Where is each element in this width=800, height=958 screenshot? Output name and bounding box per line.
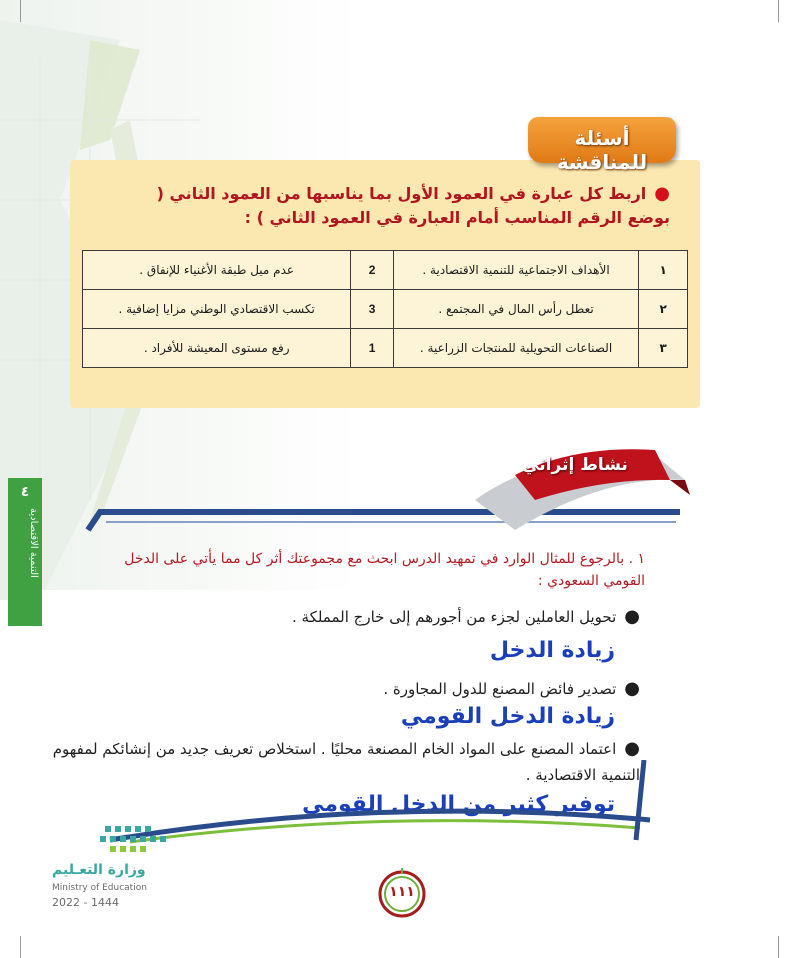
page-number-badge bbox=[376, 868, 428, 920]
crop-mark bbox=[20, 0, 21, 22]
column-a-cell: الأهداف الاجتماعية للتنمية الاقتصادية . bbox=[393, 251, 639, 290]
handwritten-answer: زيادة الدخل القومي bbox=[400, 704, 615, 729]
table-row bbox=[83, 251, 688, 290]
matching-table bbox=[82, 250, 688, 368]
handwritten-answer: توفير كثير من الدخل القومي bbox=[302, 792, 615, 817]
activity-title: نشاط إثرائي bbox=[522, 455, 628, 475]
chapter-side-tab bbox=[8, 478, 42, 626]
answer-cell: 2 bbox=[351, 251, 393, 290]
item-text: تحويل العاملين لجزء من أجورهم إلى خارج المملكة . bbox=[291, 608, 617, 626]
column-a-cell: الصناعات التحويلية للمنتجات الزراعية . bbox=[393, 329, 639, 368]
activity-question: ١ . بالرجوع للمثال الوارد في تمهيد الدرس ابحث مع مجموعتك أثر كل مما يأتي على الدخل القومي السعودي : bbox=[124, 551, 645, 589]
row-number: ٣ bbox=[639, 329, 688, 368]
page-number: ١١١ bbox=[389, 884, 415, 900]
bullet-icon: ● bbox=[624, 678, 640, 699]
answer-cell: 1 bbox=[351, 329, 393, 368]
chapter-title: التنمية الاقتصادية bbox=[28, 508, 39, 578]
column-b-cell: رفع مستوى المعيشة للأفراد . bbox=[83, 329, 351, 368]
crop-mark bbox=[778, 0, 779, 22]
column-b-cell: عدم ميل طبقة الأغنياء للإنفاق . bbox=[83, 251, 351, 290]
row-number: ١ bbox=[639, 251, 688, 290]
ministry-name-arabic: وزارة التعـليم bbox=[52, 862, 146, 878]
item-text: اعتماد المصنع على المواد الخام المصنعة محليًا . استخلاص تعريف جديد من إنشائكم لمفهوم التنمية الاقتصادية . bbox=[52, 740, 640, 784]
ministry-logo-icon bbox=[95, 822, 185, 858]
row-number: ٢ bbox=[639, 290, 688, 329]
bullet-icon: ● bbox=[624, 738, 640, 759]
chapter-number: ٤ bbox=[20, 484, 30, 500]
activity-item bbox=[40, 736, 640, 788]
ministry-name-english: Ministry of Education bbox=[52, 883, 147, 893]
column-a-cell: تعطل رأس المال في المجتمع . bbox=[393, 290, 639, 329]
instruction-text: اربط كل عبارة في العمود الأول بما يناسبها من العمود الثاني ( بوضع الرقم المناسب أمام العبارة في العمود الثاني ) : bbox=[156, 184, 670, 227]
answer-cell: 3 bbox=[351, 290, 393, 329]
frame-corner-decoration bbox=[630, 760, 650, 850]
discussion-title: أسئلة للمناقشة bbox=[556, 126, 648, 174]
activity-item bbox=[100, 676, 640, 702]
bullet-icon: ● bbox=[654, 183, 670, 204]
edition-year: 2022 - 1444 bbox=[52, 896, 119, 909]
table-row bbox=[83, 290, 688, 329]
discussion-instruction bbox=[110, 182, 670, 230]
discussion-title-badge bbox=[528, 117, 676, 174]
table-row bbox=[83, 329, 688, 368]
column-b-cell: تكسب الاقتصادي الوطني مزايا إضافية . bbox=[83, 290, 351, 329]
bullet-icon: ● bbox=[624, 606, 640, 627]
crop-mark bbox=[20, 936, 21, 958]
handwritten-answer: زيادة الدخل bbox=[489, 638, 615, 663]
crop-mark bbox=[778, 936, 779, 958]
activity-item bbox=[100, 604, 640, 630]
item-text: تصدير فائض المصنع للدول المجاورة . bbox=[383, 680, 617, 698]
